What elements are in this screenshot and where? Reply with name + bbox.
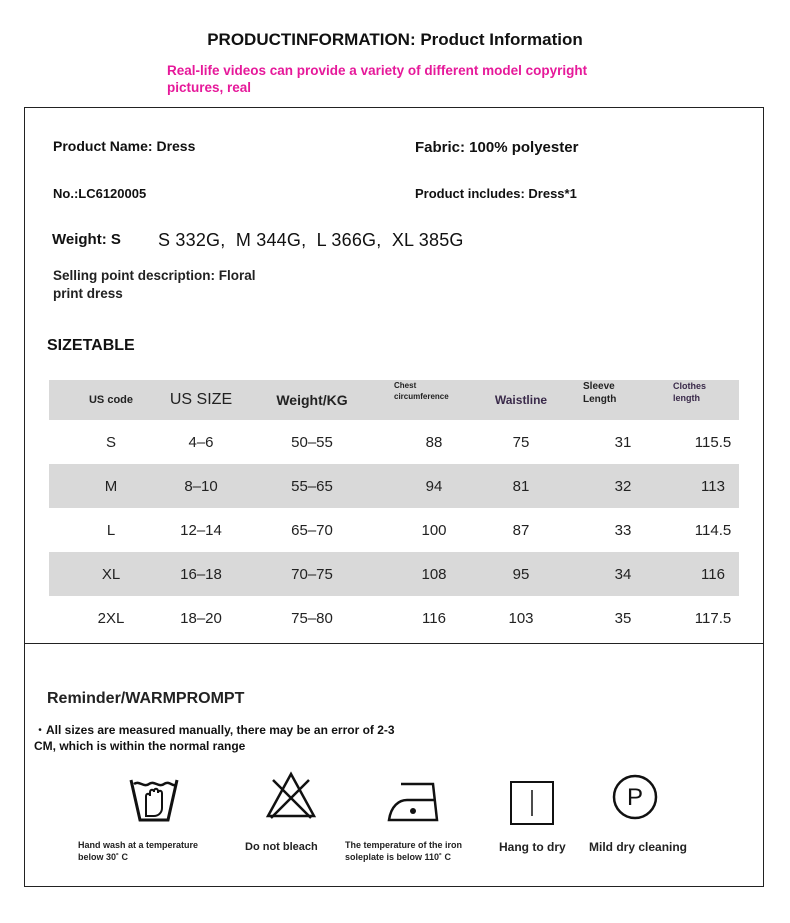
- cell-us-code: 2XL: [97, 609, 125, 627]
- cell-chest: 94: [425, 477, 443, 495]
- table-row: [49, 508, 739, 552]
- cell-waistline: 87: [512, 521, 530, 539]
- table-row: [49, 420, 739, 464]
- hang-dry-icon: [509, 780, 555, 826]
- product-includes: Product includes: Dress*1: [415, 186, 577, 201]
- product-name: Product Name: Dress: [53, 138, 196, 154]
- cell-sleeve: 32: [614, 477, 632, 495]
- cell-sleeve: 35: [614, 609, 632, 627]
- reminder-title: Reminder/WARMPROMPT: [47, 690, 245, 707]
- svg-text:P: P: [626, 784, 644, 811]
- size-table: [49, 380, 739, 640]
- header-clothes-line1: Clothes: [673, 381, 707, 391]
- header-chest-line2: circumference: [394, 392, 449, 401]
- iron-label-line1: The temperature of the iron: [345, 840, 463, 850]
- cell-sleeve: 31: [614, 433, 632, 451]
- header-us-size: US SIZE: [169, 391, 233, 408]
- cell-weight: 50–55: [291, 433, 333, 451]
- cell-us-size: 4–6: [188, 433, 214, 451]
- reminder-line1: ・All sizes are measured manually, there may be an error of 2-3: [34, 723, 395, 737]
- cell-waistline: 95: [512, 565, 530, 583]
- table-row: [49, 552, 739, 596]
- header-waistline: Waistline: [494, 393, 548, 407]
- header-us-code: US code: [88, 394, 133, 406]
- header-chest-line1: Chest: [394, 381, 417, 390]
- product-number: No.:LC6120005: [53, 186, 147, 201]
- cell-clothes-length: 115.5: [694, 433, 732, 451]
- page-title: PRODUCTINFORMATION: Product Information: [207, 30, 583, 49]
- cell-us-size: 16–18: [180, 565, 222, 583]
- hand-wash-label-line2: below 30˚ C: [78, 852, 129, 862]
- table-row: [49, 464, 739, 508]
- cell-waistline: 103: [508, 609, 534, 627]
- cell-us-size: 12–14: [180, 521, 222, 539]
- cell-sleeve: 33: [614, 521, 632, 539]
- cell-chest: 88: [425, 433, 443, 451]
- cell-clothes-length: 117.5: [694, 609, 732, 627]
- cell-us-size: 8–10: [184, 477, 218, 495]
- product-fabric: Fabric: 100% polyester: [415, 139, 579, 156]
- reminder-line2: CM, which is within the normal range: [34, 739, 246, 753]
- no-bleach-icon: [265, 770, 317, 822]
- header-sleeve-line1: Sleeve: [583, 381, 615, 392]
- cell-chest: 108: [421, 565, 447, 583]
- header-weight: Weight/KG: [276, 392, 348, 408]
- selling-point-line2: print dress: [53, 286, 123, 301]
- cell-us-code: S: [105, 433, 116, 451]
- size-table-body: [49, 420, 739, 640]
- cell-waistline: 81: [512, 477, 530, 495]
- cell-weight: 55–65: [291, 477, 333, 495]
- no-bleach-label: Do not bleach: [245, 841, 318, 853]
- cell-us-code: M: [104, 477, 118, 495]
- header-sleeve-line2: Length: [583, 394, 617, 405]
- cell-sleeve: 34: [614, 565, 632, 583]
- cell-weight: 65–70: [291, 521, 333, 539]
- size-table-title: SIZETABLE: [47, 337, 135, 354]
- cell-weight: 75–80: [291, 609, 333, 627]
- weight-label: Weight: S: [52, 231, 121, 248]
- cell-waistline: 75: [512, 433, 530, 451]
- table-row: [49, 596, 739, 640]
- dry-clean-icon: [611, 773, 659, 821]
- iron-label: [345, 839, 462, 863]
- cell-weight: 70–75: [291, 565, 333, 583]
- header-clothes-line2: length: [673, 393, 700, 403]
- dry-clean-label: Mild dry cleaning: [589, 840, 688, 854]
- hand-wash-label-line1: Hand wash at a temperature: [78, 840, 199, 850]
- cell-clothes-length: 114.5: [694, 521, 732, 539]
- hand-wash-label: [78, 839, 198, 863]
- header-sleeve: [583, 380, 643, 420]
- hang-dry-label: Hang to dry: [499, 840, 566, 854]
- cell-us-code: L: [106, 521, 116, 539]
- size-table-header: [49, 380, 739, 420]
- hand-wash-icon: [128, 772, 180, 824]
- weight-values: S 332G, M 344G, L 366G, XL 385G: [158, 230, 464, 250]
- cell-us-size: 18–20: [180, 609, 222, 627]
- cell-us-code: XL: [101, 565, 121, 583]
- cell-clothes-length: 116: [701, 565, 725, 583]
- iron-icon: [387, 780, 441, 824]
- cell-chest: 116: [422, 609, 446, 627]
- header-chest: [394, 380, 474, 420]
- copyright-note: Real-life videos can provide a variety of different model copyright pictures, real: [167, 63, 588, 95]
- cell-chest: 100: [421, 521, 447, 539]
- reminder-text: [34, 722, 464, 754]
- header-clothes: [673, 380, 733, 420]
- iron-label-line2: soleplate is below 110˚ C: [345, 852, 452, 862]
- cell-clothes-length: 113: [701, 477, 725, 495]
- selling-point-line1: Selling point description: Floral: [53, 268, 256, 283]
